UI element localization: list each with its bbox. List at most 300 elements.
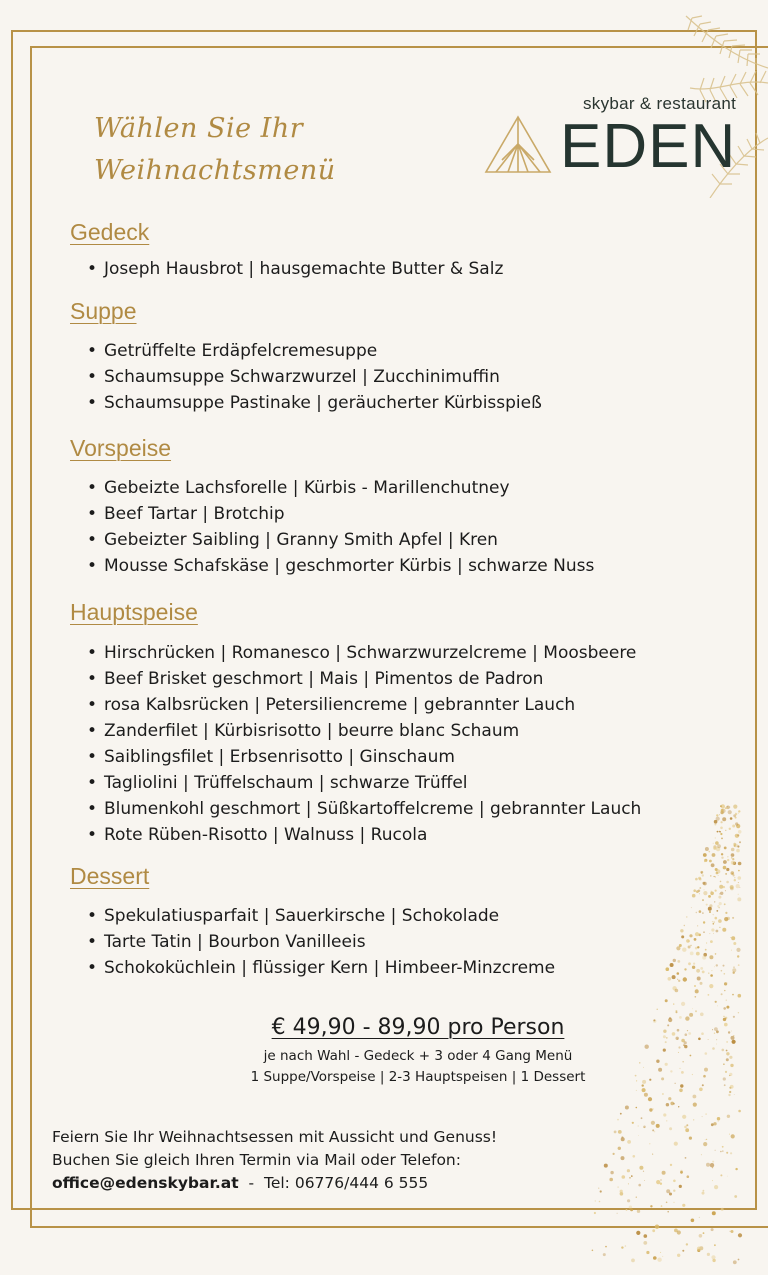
sparkle-dot — [693, 1103, 697, 1107]
sparkle-dot — [735, 813, 737, 815]
sparkle-dot — [717, 831, 719, 833]
sparkle-dot — [683, 977, 687, 981]
sparkle-dot — [617, 1119, 619, 1121]
sparkle-dot — [621, 1246, 623, 1248]
sparkle-dot — [605, 1246, 607, 1248]
sparkle-dot — [655, 1225, 659, 1229]
sparkle-dot — [699, 878, 702, 881]
sparkle-dot — [714, 901, 715, 902]
price-note-1: je nach Wahl - Gedeck + 3 oder 4 Gang Menü — [263, 1048, 573, 1064]
sparkle-dot — [738, 1110, 741, 1113]
sparkle-dot — [632, 1122, 634, 1124]
sparkle-dot — [667, 1211, 669, 1213]
sparkle-dot — [714, 876, 715, 877]
sparkle-dot — [702, 899, 704, 901]
sparkle-dot — [610, 1171, 613, 1174]
sparkle-dot — [680, 1170, 682, 1172]
sparkle-dot — [717, 905, 719, 907]
sparkle-dot — [688, 962, 691, 965]
section-list-gedeck — [86, 256, 503, 282]
sparkle-dot — [702, 971, 705, 974]
sparkle-dot — [673, 1190, 675, 1192]
sparkle-dot — [627, 1140, 631, 1144]
sparkle-dot — [712, 1180, 713, 1181]
sparkle-dot — [598, 1188, 599, 1189]
sparkle-dot — [650, 1205, 652, 1207]
sparkle-dot — [723, 1007, 726, 1010]
sparkle-dot — [699, 1217, 700, 1218]
sparkle-dot — [686, 1124, 688, 1126]
sparkle-dot — [676, 946, 680, 950]
sparkle-dot — [733, 972, 735, 974]
sparkle-dot — [703, 891, 707, 895]
sparkle-dot — [703, 932, 704, 933]
sparkle-dot — [697, 946, 699, 948]
sparkle-dot — [722, 817, 726, 821]
email-link[interactable]: office@edenskybar.at — [52, 1174, 239, 1192]
sparkle-dot — [705, 1113, 706, 1114]
sparkle-dot — [657, 1258, 661, 1262]
sparkle-dot — [708, 895, 711, 898]
sparkle-dot — [666, 1202, 668, 1204]
footer-contact — [52, 1172, 497, 1195]
sparkle-dot — [736, 849, 740, 853]
sparkle-dot — [695, 1010, 697, 1012]
sparkle-dot — [738, 810, 740, 812]
contact-separator: - — [238, 1174, 264, 1192]
menu-item: • Gebeizter Saibling | Granny Smith Apfel | Kren — [104, 527, 594, 553]
sparkle-dot — [725, 890, 726, 891]
menu-item: • Beef Brisket geschmort | Mais | Pimentos de Padron — [104, 666, 641, 692]
sparkle-dot — [730, 1231, 731, 1232]
sparkle-dot — [730, 885, 734, 889]
sparkle-dot — [696, 969, 700, 973]
sparkle-dot — [692, 966, 695, 969]
sparkle-dot — [699, 1088, 703, 1092]
sparkle-dot — [703, 1232, 705, 1234]
sparkle-dot — [721, 838, 723, 840]
sparkle-dot — [692, 894, 696, 898]
sparkle-dot — [695, 996, 697, 998]
sparkle-dot — [717, 1006, 718, 1007]
sparkle-dot — [670, 1164, 672, 1166]
sparkle-dot — [666, 967, 670, 971]
sparkle-dot — [716, 964, 718, 966]
sparkle-dot — [638, 1125, 639, 1126]
sparkle-dot — [600, 1190, 602, 1192]
sparkle-dot — [684, 925, 685, 926]
sparkle-dot — [733, 967, 734, 968]
sparkle-dot — [729, 1134, 730, 1135]
sparkle-dot — [715, 917, 718, 920]
sparkle-dot — [702, 1192, 705, 1195]
section-list-suppe — [86, 338, 542, 416]
menu-item: • Zanderfilet | Kürbisrisotto | beurre blanc Schaum — [104, 718, 641, 744]
sparkle-dot — [666, 1103, 669, 1106]
sparkle-dot — [691, 907, 692, 908]
sparkle-dot — [725, 873, 727, 875]
sparkle-dot — [723, 965, 725, 967]
sparkle-dot — [709, 933, 710, 934]
section-list-dessert — [86, 903, 555, 981]
sparkle-dot — [699, 910, 702, 913]
sparkle-dot — [727, 856, 728, 857]
sparkle-dot — [736, 948, 740, 952]
sparkle-dot — [726, 1152, 728, 1154]
sparkle-dot — [702, 874, 704, 876]
sparkle-dot — [641, 1117, 643, 1119]
sparkle-dot — [685, 1157, 687, 1159]
sparkle-dot — [701, 872, 702, 873]
sparkle-dot — [711, 1123, 714, 1126]
sparkle-dot — [682, 948, 686, 952]
sparkle-dot — [731, 861, 735, 865]
sparkle-dot — [731, 853, 735, 857]
sparkle-dot — [686, 916, 687, 917]
phone-number[interactable]: Tel: 06776/444 6 555 — [264, 1174, 429, 1192]
sparkle-dot — [689, 934, 692, 937]
logo-name: EDEN — [560, 112, 737, 181]
sparkle-dot — [725, 912, 727, 914]
sparkle-dot — [686, 939, 690, 943]
sparkle-dot — [738, 882, 739, 883]
sparkle-dot — [613, 1153, 615, 1155]
sparkle-dot — [696, 912, 697, 913]
sparkle-dot — [731, 937, 732, 938]
sparkle-dot — [673, 959, 676, 962]
sparkle-dot — [727, 917, 730, 920]
menu-item: • Schaumsuppe Pastinake | geräucherter Kürbisspieß — [104, 390, 542, 416]
sparkle-dot — [695, 878, 698, 881]
sparkle-dot — [595, 1200, 596, 1201]
section-heading-suppe: Suppe — [70, 298, 137, 324]
sparkle-dot — [673, 1103, 675, 1105]
sparkle-dot — [716, 814, 718, 816]
sparkle-dot — [735, 822, 738, 825]
sparkle-dot — [701, 1154, 702, 1155]
sparkle-dot — [685, 1128, 689, 1132]
sparkle-dot — [734, 877, 735, 878]
sparkle-dot — [711, 928, 714, 931]
sparkle-dot — [712, 1167, 713, 1168]
sparkle-dot — [712, 1161, 714, 1163]
sparkle-dot — [710, 875, 711, 876]
sparkle-dot — [661, 1205, 663, 1207]
logo-subtitle: skybar & restaurant — [583, 94, 737, 113]
triangle-logo-icon — [484, 114, 552, 176]
sparkle-dot — [620, 1190, 623, 1193]
sparkle-dot — [707, 1253, 710, 1256]
sparkle-dot — [726, 808, 728, 810]
sparkle-dot — [700, 982, 703, 985]
sparkle-dot — [679, 1185, 682, 1188]
sparkle-dot — [709, 860, 712, 863]
sparkle-dot — [622, 1175, 626, 1179]
menu-item: • Hirschrücken | Romanesco | Schwarzwurzelcreme | Moosbeere — [104, 640, 641, 666]
sparkle-dot — [724, 847, 727, 850]
sparkle-dot — [711, 1255, 715, 1259]
sparkle-dot — [726, 881, 729, 884]
menu-item: • Joseph Hausbrot | hausgemachte Butter & Salz — [104, 256, 503, 282]
sparkle-dot — [715, 841, 719, 845]
sparkle-dot — [642, 1088, 646, 1092]
sparkle-dot — [728, 1094, 730, 1096]
sparkle-dot — [644, 1093, 648, 1097]
sparkle-dot — [715, 1001, 717, 1003]
sparkle-dot — [715, 876, 716, 877]
sparkle-dot — [677, 1254, 680, 1257]
sparkle-dot — [733, 874, 735, 876]
sparkle-dot — [731, 1230, 734, 1233]
sparkle-dot — [643, 1241, 647, 1245]
sparkle-dot — [732, 858, 734, 860]
sparkle-dot — [666, 1120, 667, 1121]
sparkle-dot — [689, 1137, 692, 1140]
sparkle-dot — [680, 929, 683, 932]
sparkle-dot — [714, 824, 716, 826]
price-note-2: 1 Suppe/Vorspeise | 2-3 Hauptspeisen | 1 Dessert — [250, 1069, 586, 1085]
section-heading-hauptspeise: Hauptspeise — [70, 599, 198, 625]
sparkle-dot — [717, 844, 721, 848]
sparkle-dot — [709, 955, 713, 959]
sparkle-dot — [669, 1127, 672, 1130]
sparkle-dot — [682, 1250, 684, 1252]
sparkle-dot — [697, 1247, 701, 1251]
menu-item: • Mousse Schafskäse | geschmorter Kürbis | schwarze Nuss — [104, 553, 594, 579]
sparkle-dot — [733, 805, 737, 809]
sparkle-dot — [740, 887, 741, 888]
sparkle-dot — [609, 1178, 613, 1182]
sparkle-dot — [715, 890, 717, 892]
sparkle-dot — [636, 1231, 640, 1235]
sparkle-dot — [665, 1041, 667, 1043]
sparkle-dot — [730, 1152, 732, 1154]
sparkle-dot — [738, 1233, 742, 1237]
sparkle-dot — [719, 831, 721, 833]
sparkle-dot — [722, 928, 726, 932]
sparkle-dot — [718, 1121, 719, 1122]
sparkle-dot — [720, 892, 723, 895]
sparkle-dot — [617, 1213, 618, 1214]
sparkle-dot — [738, 862, 742, 866]
sparkle-dot — [715, 868, 718, 871]
section-heading-gedeck: Gedeck — [70, 219, 150, 245]
sparkle-dot — [636, 1090, 637, 1091]
sparkle-dot — [726, 1000, 727, 1001]
section-list-vorspeise — [86, 475, 594, 579]
sparkle-dot — [720, 805, 722, 807]
sparkle-dot — [730, 1064, 733, 1067]
sparkle-dot — [714, 1185, 718, 1189]
sparkle-dot — [660, 1179, 661, 1180]
sparkle-dot — [713, 843, 714, 844]
sparkle-dot — [702, 912, 703, 913]
sparkle-dot — [711, 863, 715, 867]
sparkle-dot — [734, 1094, 735, 1095]
sparkle-dot — [711, 970, 712, 971]
sparkle-dot — [721, 993, 723, 995]
sparkle-dot — [731, 848, 735, 852]
sparkle-dot — [738, 894, 739, 895]
sparkle-dot — [713, 914, 714, 915]
sparkle-dot — [625, 1106, 629, 1110]
sparkle-dot — [738, 1012, 739, 1013]
sparkle-dot — [660, 1252, 661, 1253]
sparkle-dot — [603, 1253, 606, 1256]
sparkle-dot — [726, 1006, 729, 1009]
sparkle-dot — [693, 889, 696, 892]
sparkle-dot — [726, 1041, 727, 1042]
sparkle-dot — [720, 1151, 722, 1153]
sparkle-dot — [715, 1150, 716, 1151]
sparkle-dot — [734, 844, 738, 848]
sparkle-dot — [704, 890, 705, 891]
sparkle-dot — [705, 1139, 706, 1140]
sparkle-dot — [734, 879, 736, 881]
sparkle-dot — [703, 882, 707, 886]
sparkle-dot — [668, 977, 672, 981]
sparkle-dot — [633, 1155, 636, 1158]
sparkle-dot — [710, 892, 714, 896]
sparkle-dot — [699, 893, 700, 894]
sparkle-dot — [697, 925, 698, 926]
sparkle-dot — [677, 1230, 681, 1234]
sparkle-dot — [713, 921, 714, 922]
sparkle-dot — [710, 974, 713, 977]
sparkle-dot — [706, 1139, 707, 1140]
sparkle-dot — [738, 870, 740, 872]
sparkle-dot — [716, 1044, 717, 1045]
sparkle-dot — [716, 910, 718, 912]
menu-item: • Saiblingsfilet | Erbsenrisotto | Ginschaum — [104, 744, 641, 770]
sparkle-dot — [708, 994, 710, 996]
sparkle-dot — [718, 919, 722, 923]
sparkle-dot — [731, 950, 732, 951]
sparkle-dot — [732, 917, 734, 919]
menu-item: • Rote Rüben-Risotto | Walnuss | Rucola — [104, 822, 641, 848]
sparkle-dot — [702, 956, 706, 960]
sparkle-dot — [731, 1134, 735, 1138]
sparkle-dot — [662, 1093, 664, 1095]
sparkle-dot — [628, 1183, 629, 1184]
sparkle-dot — [673, 1202, 674, 1203]
sparkle-dot — [706, 1163, 710, 1167]
sparkle-dot — [724, 973, 726, 975]
sparkle-dot — [677, 960, 680, 963]
sparkle-dot — [678, 1106, 679, 1107]
sparkle-dot — [702, 1116, 703, 1117]
sparkle-dot — [721, 821, 723, 823]
sparkle-dot — [699, 887, 701, 889]
sparkle-dot — [726, 868, 729, 871]
sparkle-dot — [649, 1108, 652, 1111]
sparkle-dot — [626, 1209, 628, 1211]
sparkle-dot — [706, 942, 707, 943]
sparkle-dot — [662, 1171, 666, 1175]
sparkle-dot — [706, 904, 708, 906]
sparkle-dot — [735, 1168, 737, 1170]
sparkle-dot — [620, 1113, 622, 1115]
sparkle-dot — [652, 1154, 653, 1155]
sparkle-dot — [712, 853, 716, 857]
sparkle-dot — [625, 1245, 627, 1247]
sparkle-dot — [621, 1156, 625, 1160]
menu-item: • Getrüffelte Erdäpfelcremesuppe — [104, 338, 542, 364]
sparkle-dot — [725, 830, 726, 831]
sparkle-dot — [693, 1119, 694, 1120]
sparkle-dot — [672, 975, 676, 979]
sparkle-dot — [738, 813, 739, 814]
sparkle-dot — [692, 1008, 693, 1009]
sparkle-dot — [720, 1174, 722, 1176]
sparkle-dot — [719, 927, 720, 928]
sparkle-dot — [723, 860, 727, 864]
sparkle-dot — [668, 1097, 671, 1100]
sparkle-dot — [696, 890, 699, 893]
sparkle-dot — [669, 1193, 672, 1196]
footer-line1: Feiern Sie Ihr Weihnachtsessen mit Aussicht und Genuss! — [52, 1128, 498, 1146]
sparkle-dot — [738, 830, 742, 834]
sparkle-dot — [679, 1089, 683, 1093]
sparkle-dot — [660, 1183, 662, 1185]
sparkle-dot — [670, 963, 674, 967]
sparkle-dot — [646, 1251, 649, 1254]
sparkle-dot — [705, 949, 707, 951]
sparkle-dot — [684, 968, 686, 970]
sparkle-dot — [703, 853, 707, 857]
sparkle-dot — [673, 1180, 676, 1183]
menu-item: • Beef Tartar | Brotchip — [104, 501, 594, 527]
sparkle-dot — [648, 1097, 652, 1101]
sparkle-dot — [666, 1189, 670, 1193]
menu-item: • Blumenkohl geschmort | Süßkartoffelcreme | gebrannter Lauch — [104, 796, 641, 822]
sparkle-dot — [733, 942, 736, 945]
sparkle-dot — [599, 1201, 601, 1203]
sparkle-dot — [675, 1010, 677, 1012]
sparkle-dot — [694, 985, 696, 987]
sparkle-dot — [691, 1219, 695, 1223]
sparkle-dot — [629, 1177, 631, 1179]
sparkle-dot — [654, 1131, 655, 1132]
sparkle-dot — [690, 945, 691, 946]
sparkle-dot — [631, 1175, 633, 1177]
sparkle-dot — [719, 907, 720, 908]
menu-title-line1: Wählen Sie Ihr — [94, 113, 304, 144]
sparkle-dot — [727, 859, 729, 861]
sparkle-dot — [735, 817, 737, 819]
sparkle-dot — [674, 1142, 678, 1146]
menu-item: • Tagliolini | Trüffelschaum | schwarze Trüffel — [104, 770, 641, 796]
sparkle-dot — [604, 1164, 608, 1168]
sparkle-dot — [652, 1129, 654, 1131]
sparkle-dot — [713, 1122, 716, 1125]
price: € 49,90 - 89,90 pro Person — [271, 1015, 565, 1040]
menu-item: • Tarte Tatin | Bourbon Vanilleeis — [104, 929, 555, 955]
sparkle-dot — [716, 872, 719, 875]
sparkle-dot — [644, 1180, 645, 1181]
sparkle-dot — [710, 940, 713, 943]
sparkle-dot — [714, 966, 715, 967]
sparkle-dot — [738, 994, 742, 998]
sparkle-dot — [653, 1256, 657, 1260]
sparkle-dot — [649, 1143, 650, 1144]
sparkle-dot — [719, 885, 723, 889]
sparkle-dot — [704, 860, 706, 862]
sparkle-dot — [736, 884, 740, 888]
sparkle-dot — [694, 938, 697, 941]
sparkle-dot — [732, 994, 734, 996]
menu-item: • rosa Kalbsrücken | Petersiliencreme | gebrannter Lauch — [104, 692, 641, 718]
